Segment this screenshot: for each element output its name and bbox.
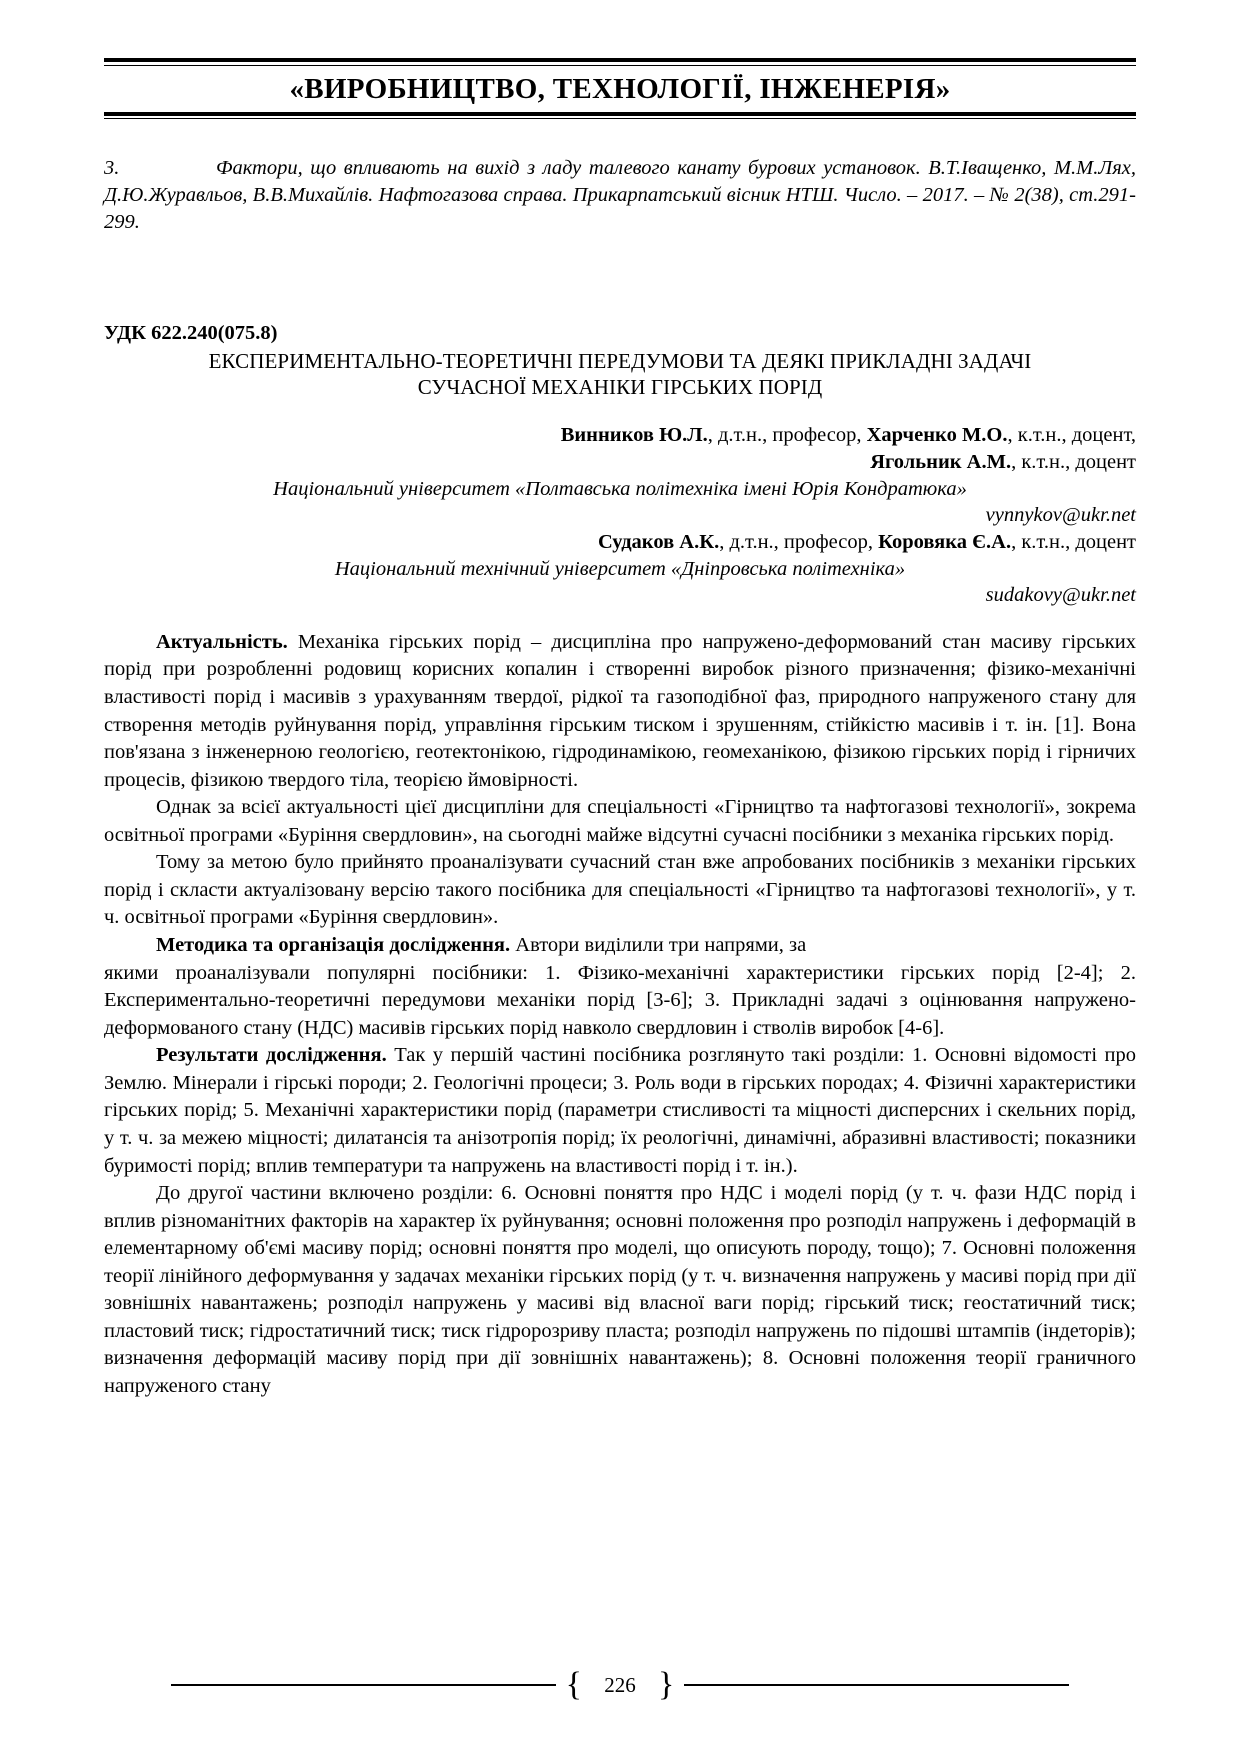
page-number: 226 [604,1672,636,1697]
article-body [104,629,1136,1401]
paragraph-text-goal: Тому за метою було прийнято проаналізувати сучасний стан вже апробованих посібників з механіки гірських порід і скласти актуалізовану версію такого посібника для спеціальності «Гірництво та нафтогазові технології», у т. ч. освітньої програми «Буріння свердловин». [104,851,1136,929]
footer-brace-left: { [565,1666,582,1703]
paragraph-text-part-two: До другої частини включено розділи: 6. Основні поняття про НДС і моделі порід (у т. ч. фази НДС порід і вплив різноманітних факторів на характер їх руйнування; основні положення про розподіл напружень і деформацій в елементарному об'ємі масиву порід; основні поняття про моделі, що описують породу, тощо); 7. Основні положення теорії лінійного деформування у задачах механіки гірських порід (у т. ч. визначення напружень у масиві порід при дії зовнішніх навантажень; розподіл напружень у масиві від власної ваги порід; гірський тиск; геостатичний тиск; пластовий тиск; гідростатичний тиск; тиск гідророзриву пласта; розподіл напружень по підошві штампів (індеторів); визначення деформацій масиву порід при дії зовнішніх навантажень); 8. Основні положення теорії граничного напруженого стану [104,1182,1136,1398]
author-degree-kharchenko: , к.т.н., доцент, [1007,424,1136,447]
author-line-3 [104,529,1136,556]
author-line-2 [104,449,1136,476]
paragraph-absence [104,794,1136,849]
paragraph-lead-methodology: Методика та організація дослідження. [156,934,511,957]
reference-text: Фактори, що впливають на вихід з ладу талевого канату бурових установок. В.Т.Іващенко, М.М.Лях, Д.Ю.Журавльов, В.В.Михайлів. Нафтогазова справа. Прикарпатський вісник НТШ. Число. – 2017. – № 2(38), ст.291-299. [104,157,1136,234]
author-degree-vynnykov: , д.т.н., професор, [707,424,867,447]
paragraph-results [104,1042,1136,1180]
footer-rule-left [171,1684,556,1686]
paragraph-actuality [104,629,1136,794]
paragraph-text-results: Так у першій частині посібника розглянуто такі розділи: 1. Основні відомості про Землю. Мінерали і гірські породи; 2. Геологічні процеси; 3. Роль води в гірських породах; 4. Фізичні характеристики гірських порід; 5. Механічні характеристики порід (параметри стисливості та міцності дисперсних і скельних порід, у т. ч. за межею міцності; дилатансія та анізотропія порід; їх реологічні, динамічні, абразивні властивості; показники буримості порід; вплив температури та напружень на властивості порід і т. ін.). [104,1044,1136,1177]
paragraph-goal [104,849,1136,932]
author-name-sudakov: Судаков А.К. [597,530,720,553]
article-title-line-2: СУЧАСНОЇ МЕХАНІКИ ГІРСЬКИХ ПОРІД [417,374,823,399]
page-footer [0,1668,1240,1702]
affiliation-1: Національний університет «Полтавська політехніка імені Юрія Кондратюка» [273,477,967,500]
article-title [104,349,1136,400]
article-title-line-1: ЕКСПЕРИМЕНТАЛЬНО-ТЕОРЕТИЧНІ ПЕРЕДУМОВИ ТА ДЕЯКІ ПРИКЛАДНІ ЗАДАЧІ [208,349,1032,374]
paragraph-text-actuality: Механіка гірських порід – дисципліна про напружено-деформований стан масиву гірських порід при розробленні родовищ корисних копалин і створенні виробок різного призначення; фізико-механічні властивості порід і масивів з урахуванням твердої, рідкої та газоподібної фаз, природного напруженого стану для створення методів руйнування порід, управління гірським тиском і зрушенням, стійкістю масивів і т. ін. [1]. Вона пов'язана з інженерною геологією, геотектонікою, гідродинамікою, геомеханікою, фізикою гірських порід і гірничих процесів, фізикою твердого тіла, теорією ймовірності. [104,630,1136,791]
author-name-koroviaka: Коровяка Є.А. [878,530,1012,553]
author-email-2: sudakovy@ukr.net [985,584,1136,607]
author-name-kharchenko: Харченко М.О. [866,424,1008,447]
header-rule-bottom-thick [104,112,1136,116]
footer-rule-right [684,1684,1069,1686]
reference-number: 3. [104,157,120,179]
author-degree-yaholnyk: , к.т.н., доцент [1011,451,1136,473]
author-name-vynnykov: Винников Ю.Л. [560,424,708,447]
reference-entry [104,155,1136,236]
paragraph-lead-results: Результати дослідження. [156,1044,387,1067]
affiliation-2: Національний технічний університет «Дніпровська політехніка» [334,557,906,580]
paragraph-text-methodology: Автори виділили три напрями, за [510,934,807,957]
paragraph-lead-actuality: Актуальність. [156,630,288,653]
author-email-1: vynnykov@ukr.net [985,504,1136,527]
running-head [104,58,1136,119]
authors-block [104,422,1136,608]
paragraph-text-directions: якими проаналізували популярні посібники: 1. Фізико-механічні характеристики гірських порід [2-4]; 2. Експериментально-теоретичні передумови механіки порід [3-6]; 3. Прикладні задачі з оцінювання напружено-деформованого стану (НДС) масивів гірських порід навколо свердловин і стволів виробок [4-6]. [104,961,1136,1039]
author-line-1 [104,422,1136,449]
paragraph-part-two [104,1180,1136,1401]
paragraph-methodology [104,932,1136,960]
paragraph-directions [104,960,1136,1043]
author-degree-koroviaka: , к.т.н., доцент [1011,530,1136,553]
author-name-yaholnyk: Ягольник А.М. [870,451,1012,473]
header-rule-bottom-thin [104,118,1136,119]
header-rule-top-thick [104,58,1136,62]
footer-brace-right: } [658,1666,675,1703]
running-head-title: «ВИРОБНИЦТВО, ТЕХНОЛОГІЇ, ІНЖЕНЕРІЯ» [289,73,951,105]
author-degree-sudakov: , д.т.н., професор, [719,530,879,553]
udc-code: УДК 622.240(075.8) [104,322,278,345]
paragraph-text-absence: Однак за всієї актуальності цієї дисципліни для спеціальності «Гірництво та нафтогазові технології», зокрема освітньої програми «Буріння свердловин», на сьогодні майже відсутні сучасні посібники з механіка гірських порід. [104,796,1136,846]
